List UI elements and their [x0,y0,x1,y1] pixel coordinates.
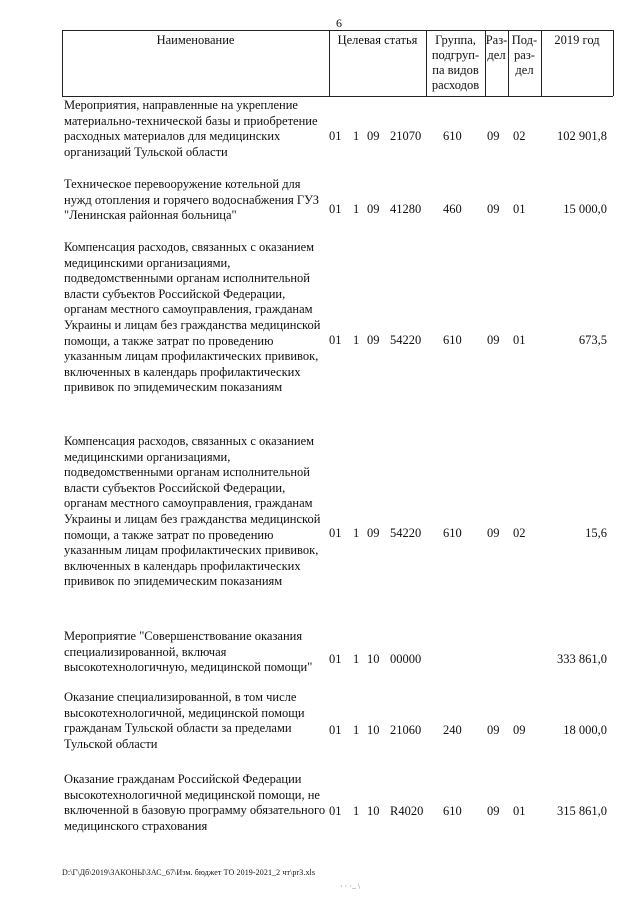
row-target-code-1: 01 [329,129,342,143]
row-target-code-4: 00000 [390,652,422,666]
row-amount: 673,5 [578,333,607,347]
row-target-code-2: 1 [353,723,360,737]
row-target-code-2: 1 [353,202,360,216]
row-target-code-2: 1 [353,129,360,143]
row-expense-group: 610 [443,333,462,347]
row-target-code-4: 54220 [390,333,422,347]
row-section: 09 [487,129,500,143]
row-target-code-3: 10 [367,652,380,666]
header-subsection: Под- раз- дел [511,33,538,77]
row-section: 09 [487,333,500,347]
row-section: 09 [487,202,500,216]
row-expense-group: 460 [443,202,462,216]
header-name: Наименование [156,33,235,47]
row-amount: 18 000,0 [563,723,607,737]
row-amount: 15,6 [585,526,607,540]
row-target-code-1: 01 [329,804,342,818]
row-subsection: 02 [513,129,526,143]
row-amount: 102 901,8 [557,129,607,143]
row-section: 09 [487,804,500,818]
row-subsection: 01 [513,202,526,216]
row-target-code-3: 09 [367,333,380,347]
row-expense-group: 610 [443,129,462,143]
row-target-code-1: 01 [329,526,342,540]
header-year-2019: 2019 год [554,33,600,47]
row-target-code-2: 1 [353,804,360,818]
row-expense-group: 240 [443,723,462,737]
row-target-code-4: 41280 [390,202,422,216]
row-subsection: 01 [513,333,526,347]
row-name: Оказание специализированной, в том числе высокотехнологичной, медицинской помощи гражданам Тульской области за пределами Тульской области [64,690,305,751]
row-name: Мероприятия, направленные на укрепление материально-технической базы и приобретение расходных материалов для медицинских организаций Тульской области [64,98,318,159]
header-section: Раз- дел [485,33,508,62]
page-number: 6 [336,16,342,30]
row-section: 09 [487,723,500,737]
row-target-code-4: 21060 [390,723,422,737]
row-target-code-3: 10 [367,723,380,737]
row-target-code-4: R4020 [390,804,424,818]
row-target-code-2: 1 [353,526,360,540]
row-target-code-2: 1 [353,333,360,347]
row-target-code-1: 01 [329,333,342,347]
row-expense-group: 610 [443,526,462,540]
scan-marks: · · ·.. \ [340,882,361,891]
row-target-code-1: 01 [329,652,342,666]
row-expense-group: 610 [443,804,462,818]
row-amount: 15 000,0 [563,202,607,216]
row-amount: 333 861,0 [557,652,607,666]
row-target-code-2: 1 [353,652,360,666]
row-name: Мероприятие "Совершенствование оказания специализированной, включая высокотехнологичную, медицинской помощи" [64,629,313,675]
row-section: 09 [487,526,500,540]
row-target-code-1: 01 [329,723,342,737]
row-target-code-4: 54220 [390,526,422,540]
row-subsection: 09 [513,723,526,737]
row-target-code-3: 09 [367,129,380,143]
row-name: Компенсация расходов, связанных с оказанием медицинскими организациями, подведомственными органам исполнительной власти субъектов Российской Федерации, органам местного самоуправления, гражданам Украины и лицам без гражданства медицинской помощи, а также затрат по проведению указанным лицам профилактических прививок, включенных в календарь профилактических прививок по эпидемическим показаниям [64,240,321,395]
row-amount: 315 861,0 [557,804,607,818]
row-subsection: 01 [513,804,526,818]
row-target-code-3: 10 [367,804,380,818]
row-target-code-3: 09 [367,526,380,540]
row-name: Компенсация расходов, связанных с оказанием медицинскими организациями, подведомственными органам исполнительной власти субъектов Российской Федерации, органам местного самоуправления, гражданам Украины и лицам без гражданства медицинской помощи, а также затрат по проведению указанным лицам профилактических прививок, включенных в календарь профилактических прививок по эпидемическим показаниям [64,434,321,589]
row-name: Оказание гражданам Российской Федерации высокотехнологичной медицинской помощи, не включенной в базовую программу обязательного медицинского страхования [64,772,326,833]
header-target-article: Целевая статья [337,33,418,47]
row-target-code-3: 09 [367,202,380,216]
row-target-code-1: 01 [329,202,342,216]
row-name: Техническое перевооружение котельной для нужд отопления и горячего водоснабжения ГУЗ "Ленинская районная больница" [64,177,320,223]
row-subsection: 02 [513,526,526,540]
footer-file-path: D:\Г\Дб\2019\ЗАКОНЫ\ЗАС_67\Изм. бюджет ТО 2019-2021_2 чт\pr3.xls [62,868,316,877]
header-expense-group: Группа, подгруп- па видов расходов [431,33,480,92]
row-target-code-4: 21070 [390,129,422,143]
